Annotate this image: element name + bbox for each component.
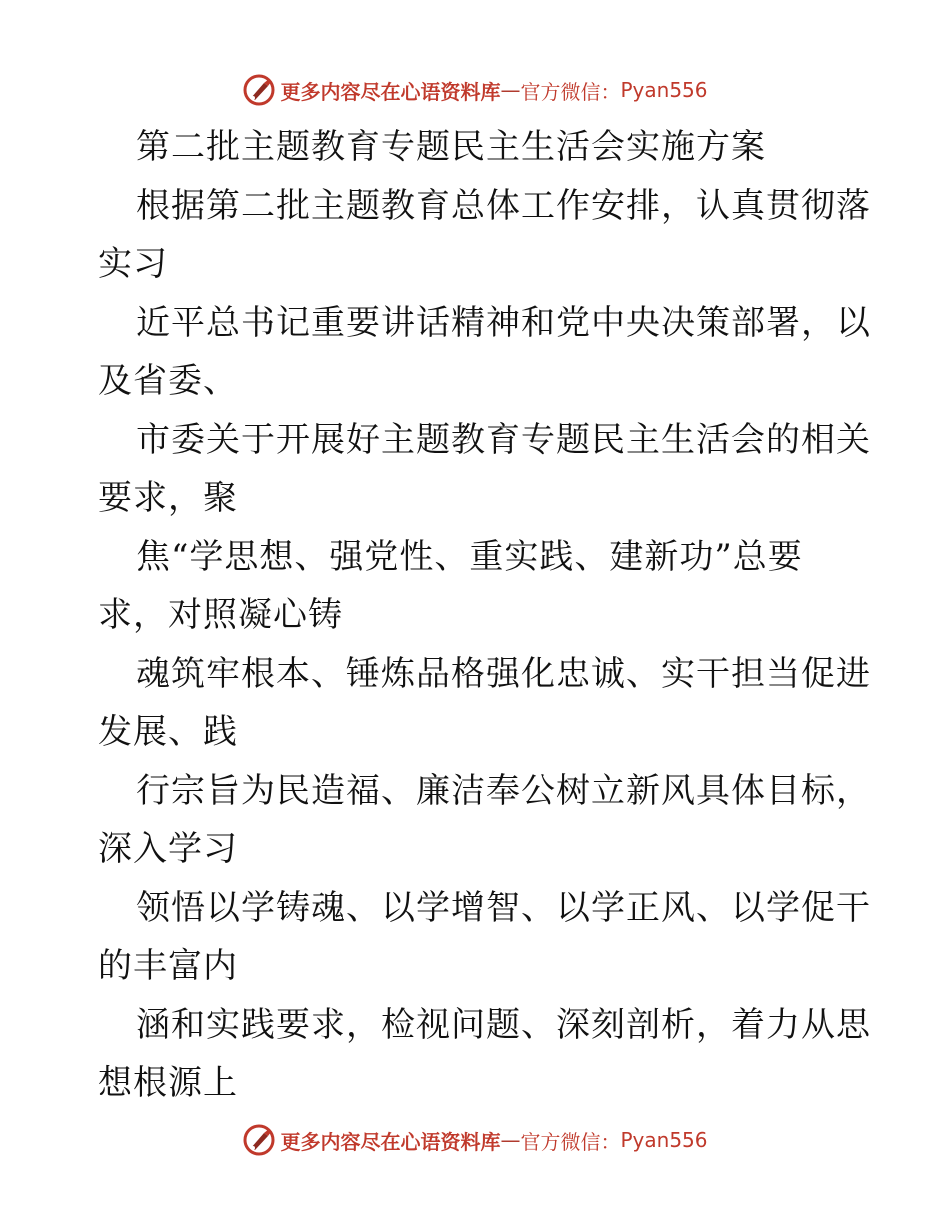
watermark-wechat-id: Pyan556 <box>620 78 708 102</box>
document-line: 近平总书记重要讲话精神和党中央决策部署，以 <box>136 302 871 343</box>
document-line: 要求，聚 <box>98 478 238 518</box>
document-line: 焦“学思想、强党性、重实践、建新功”总要 <box>136 536 803 577</box>
document-line: 实习 <box>98 244 168 284</box>
document-line: 发展、践 <box>98 712 238 752</box>
pen-logo-icon <box>242 1123 276 1157</box>
watermark-main-text: 更多内容尽在心语资料库 <box>280 1129 501 1154</box>
document-line: 第二批主题教育专题民主生活会实施方案 <box>136 127 766 167</box>
document-line: 根据第二批主题教育总体工作安排，认真贯彻落 <box>136 185 871 226</box>
document-line: 求，对照凝心铸 <box>98 595 343 635</box>
document-line: 深入学习 <box>98 829 238 869</box>
watermark-wechat-id: Pyan556 <box>620 1128 708 1152</box>
document-line: 市委关于开展好主题教育专题民主生活会的相关 <box>136 419 871 460</box>
document-body <box>98 118 871 1113</box>
document-line: 魂筑牢根本、锤炼品格强化忠诚、实干担当促进 <box>136 653 871 694</box>
document-line: 的丰富内 <box>98 946 238 986</box>
watermark-label: 官方微信： <box>520 1129 621 1154</box>
document-line: 涵和实践要求，检视问题、深刻剖析，着力从思 <box>136 1004 871 1045</box>
watermark-main-text: 更多内容尽在心语资料库 <box>280 79 501 104</box>
document-line: 想根源上 <box>98 1063 238 1103</box>
pen-logo-icon <box>242 73 276 107</box>
watermark-label: 官方微信： <box>520 79 621 104</box>
watermark-dash: — <box>500 78 521 102</box>
document-line: 行宗旨为民造福、廉洁奉公树立新风具体目标， <box>136 770 871 811</box>
watermark-header <box>0 70 950 110</box>
document-line: 及省委、 <box>98 361 238 401</box>
watermark-dash: — <box>500 1128 521 1152</box>
watermark-footer <box>0 1120 950 1160</box>
document-line: 领悟以学铸魂、以学增智、以学正风、以学促干 <box>136 887 871 928</box>
